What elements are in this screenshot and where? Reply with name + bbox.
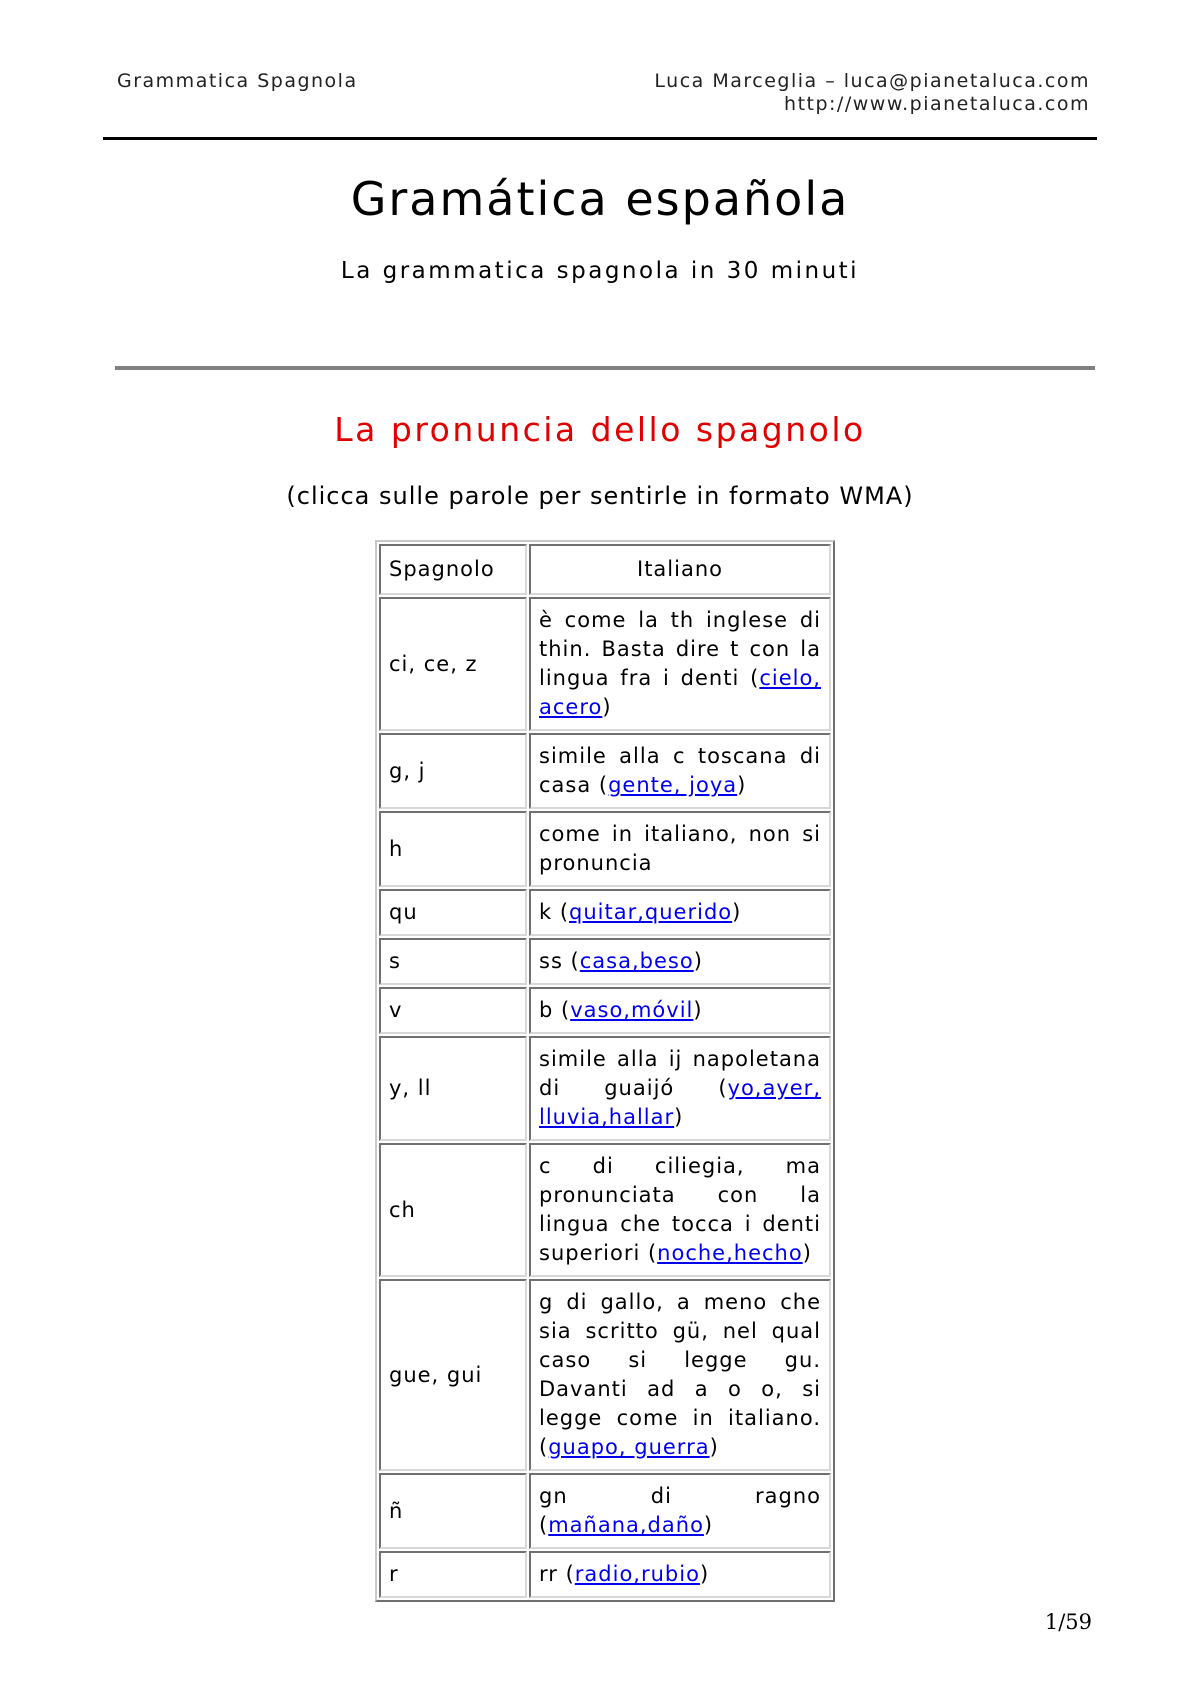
audio-example-link[interactable]: casa,beso: [579, 949, 694, 973]
audio-example-link[interactable]: guapo, guerra: [548, 1435, 710, 1459]
audio-example-link[interactable]: yo,ayer, lluvia,hallar: [539, 1076, 821, 1129]
closing-paren: ): [693, 949, 703, 973]
spanish-letters-cell: gue, gui: [379, 1279, 527, 1471]
header-italiano: Italiano: [529, 544, 831, 595]
spanish-letters-cell: g, j: [379, 733, 527, 809]
audio-example-link[interactable]: mañana,daño: [548, 1513, 704, 1537]
spanish-letters-cell: s: [379, 938, 527, 985]
italian-explanation-cell: [529, 597, 831, 731]
explanation-text: b (: [539, 998, 571, 1022]
italian-explanation-cell: [529, 987, 831, 1034]
table-row: [379, 597, 831, 731]
closing-paren: ): [703, 1513, 714, 1537]
closing-paren: ): [737, 773, 747, 797]
website-line: http://www.pianetaluca.com: [784, 93, 1090, 115]
audio-note: (clicca sulle parole per sentirle in formato WMA): [286, 482, 914, 510]
pronunciation-table: [375, 540, 835, 1602]
table-row: [379, 889, 831, 936]
spanish-letters-cell: ch: [379, 1143, 527, 1277]
italian-explanation-cell: [529, 1036, 831, 1141]
italian-explanation-cell: [529, 733, 831, 809]
table-row: [379, 1473, 831, 1549]
closing-paren: ): [732, 900, 742, 924]
running-header-right: [654, 70, 1090, 116]
closing-paren: ): [802, 1241, 812, 1265]
table-row: [379, 1551, 831, 1598]
explanation-text: rr (: [539, 1562, 575, 1586]
italian-explanation-cell: [529, 938, 831, 985]
italian-explanation-cell: [529, 1473, 831, 1549]
section-divider: [115, 366, 1095, 370]
explanation-text: simile alla ij napoletana di guaijó (: [539, 1047, 821, 1100]
italian-explanation-cell: [529, 1279, 831, 1471]
spanish-letters-cell: r: [379, 1551, 527, 1598]
spanish-letters-cell: y, ll: [379, 1036, 527, 1141]
audio-example-link[interactable]: vaso,móvil: [570, 998, 694, 1022]
italian-explanation-cell: [529, 1551, 831, 1598]
spanish-letters-cell: qu: [379, 889, 527, 936]
section-title: La pronuncia dello spagnolo: [334, 410, 866, 449]
explanation-text: c di ciliegia, ma pronunciata con la lingua che tocca i denti superiori (: [539, 1154, 821, 1265]
table-row: [379, 733, 831, 809]
table-header-row: [379, 544, 831, 595]
table-row: [379, 1279, 831, 1471]
spanish-letters-cell: ñ: [379, 1473, 527, 1549]
explanation-text: come in italiano, non si pronuncia: [539, 822, 821, 875]
table-row: [379, 938, 831, 985]
spanish-letters-cell: h: [379, 811, 527, 887]
running-header-left: Grammatica Spagnola: [117, 70, 358, 92]
table-row: [379, 811, 831, 887]
table-row: [379, 1143, 831, 1277]
audio-example-link[interactable]: radio,rubio: [574, 1562, 700, 1586]
header-divider: [103, 137, 1097, 140]
audio-example-link[interactable]: quitar,querido: [569, 900, 733, 924]
table-body: [379, 597, 831, 1598]
audio-example-link[interactable]: cielo, acero: [539, 666, 821, 719]
explanation-text: g di gallo, a meno che sia scritto gü, nel qual caso si legge gu. Davanti ad a o o, si legge come in italiano. (: [539, 1290, 821, 1459]
closing-paren: ): [699, 1562, 710, 1586]
italian-explanation-cell: [529, 811, 831, 887]
document-subtitle: La grammatica spagnola in 30 minuti: [340, 258, 860, 284]
explanation-text: k (: [539, 900, 570, 924]
explanation-text: ss (: [539, 949, 580, 973]
explanation-text: è come la th inglese di thin. Basta dire t con la lingua fra i denti (: [539, 608, 821, 690]
explanation-text: simile alla c toscana di casa (: [539, 744, 821, 797]
closing-paren: ): [693, 998, 703, 1022]
audio-example-link[interactable]: gente, joya: [608, 773, 738, 797]
closing-paren: ): [602, 695, 612, 719]
audio-example-link[interactable]: noche,hecho: [657, 1241, 803, 1265]
author-email-line: Luca Marceglia – luca@pianetaluca.com: [654, 70, 1090, 92]
closing-paren: ): [709, 1435, 719, 1459]
table-row: [379, 987, 831, 1034]
italian-explanation-cell: [529, 889, 831, 936]
document-title: Gramática española: [350, 172, 850, 226]
closing-paren: ): [674, 1105, 684, 1129]
spanish-letters-cell: v: [379, 987, 527, 1034]
page-number: 1/59: [1044, 1610, 1092, 1634]
table-row: [379, 1036, 831, 1141]
spanish-letters-cell: ci, ce, z: [379, 597, 527, 731]
explanation-text: gn di ragno (: [539, 1484, 821, 1537]
header-spagnolo: Spagnolo: [379, 544, 527, 595]
italian-explanation-cell: [529, 1143, 831, 1277]
